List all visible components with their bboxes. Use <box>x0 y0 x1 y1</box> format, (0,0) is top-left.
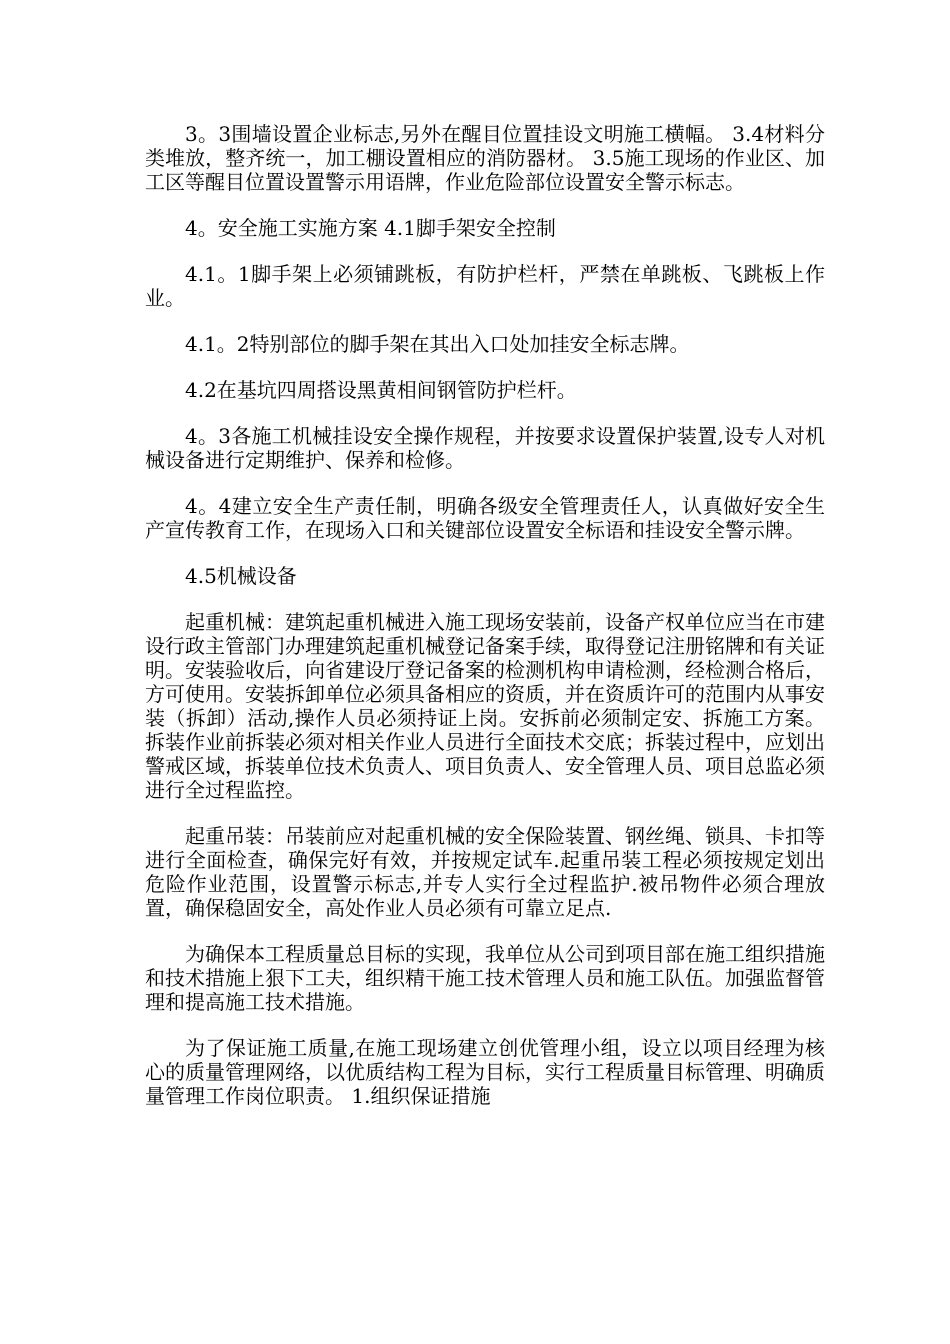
paragraph-safety-plan-heading: 4。安全施工实施方案 4.1脚手架安全控制 <box>185 216 556 240</box>
paragraph-quality-management: 为了保证施工质量,在施工现场建立创优管理小组，设立以项目经理为核心的质量管理网络，以优质结构工程为目标，实行工程质量目标管理、明确质量管理工作岗位职责。 1.组织保证措施 <box>145 1036 825 1108</box>
paragraph-quality-target: 为确保本工程质量总目标的实现，我单位从公司到项目部在施工组织措施和技术措施上狠下工夫，组织精干施工技术管理人员和施工队伍。加强监督管理和提高施工技术措施。 <box>145 942 825 1014</box>
paragraph-responsibility-system: 4。4建立安全生产责任制，明确各级安全管理责任人，认真做好安全生产宣传教育工作，在现场入口和关键部位设置安全标语和挂设安全警示牌。 <box>145 494 825 542</box>
paragraph-machinery-heading: 4.5机械设备 <box>185 564 297 588</box>
paragraph-lifting-operations: 起重吊装：吊装前应对起重机械的安全保险装置、钢丝绳、锁具、卡扣等进行全面检查，确保完好有效，并按规定试车.起重吊装工程必须按规定划出危险作业范围，设置警示标志,并专人实行全过程监护.被吊物件必须合理放置，确保稳固安全，高处作业人员必须有可靠立足点. <box>145 824 825 920</box>
paragraph-machine-rules: 4。3各施工机械挂设安全操作规程，并按要求设置保护装置,设专人对机械设备进行定期维护、保养和检修。 <box>145 424 825 472</box>
paragraph-site-signage: 3。3围墙设置企业标志,另外在醒目位置挂设文明施工横幅。 3.4材料分类堆放，整齐统一，加工棚设置相应的消防器材。 3.5施工现场的作业区、加工区等醒目位置设置警示用语牌，作业危险部位设置安全警示标志。 <box>145 122 825 194</box>
paragraph-pit-railing: 4.2在基坑四周搭设黑黄相间钢管防护栏杆。 <box>185 378 577 402</box>
paragraph-lifting-machinery: 起重机械：建筑起重机械进入施工现场安装前，设备产权单位应当在市建设行政主管部门办理建筑起重机械登记备案手续，取得登记注册铭牌和有关证明。安装验收后，向省建设厅登记备案的检测机构申请检测，经检测合格后，方可使用。安装拆卸单位必须具备相应的资质，并在资质许可的范围内从事安装（拆卸）活动,操作人员必须持证上岗。安拆前必须制定安、拆施工方案。拆装作业前拆装必须对相关作业人员进行全面技术交底；拆装过程中，应划出警戒区域，拆装单位技术负责人、项目负责人、安全管理人员、项目总监必须进行全过程监控。 <box>145 610 825 802</box>
document-body <box>145 122 825 1130</box>
paragraph-scaffold-signs: 4.1。2特别部位的脚手架在其出入口处加挂安全标志牌。 <box>185 332 690 356</box>
paragraph-scaffold-boards: 4.1。1脚手架上必须铺跳板，有防护栏杆，严禁在单跳板、飞跳板上作业。 <box>145 262 825 310</box>
